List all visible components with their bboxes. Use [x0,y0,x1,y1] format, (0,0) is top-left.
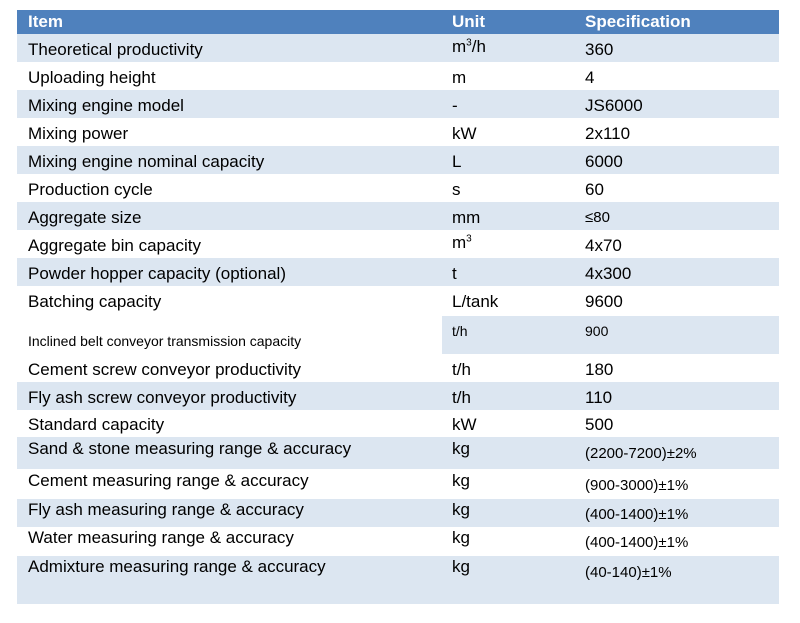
row-item: Admixture measuring range & accuracy [28,557,326,576]
row-spec: 9600 [585,292,623,311]
row-unit: m [452,68,467,87]
table-row [17,527,779,556]
unit-superscript: 3 [466,37,472,49]
row-spec: (2200-7200)±2% [585,445,697,462]
row-shading [442,316,779,354]
row-unit: t/h [452,388,471,407]
unit-superscript: 3 [466,233,472,245]
row-spec: JS6000 [585,96,643,115]
row-unit: t/h [452,323,468,339]
row-item: Powder hopper capacity (optional) [28,264,286,283]
table-row [17,410,779,437]
row-spec: 4 [585,68,595,87]
unit-base: m [452,37,467,56]
row-spec: (400-1400)±1% [585,534,689,551]
row-spec: 900 [585,323,609,339]
header-unit: Unit [452,12,486,31]
row-item: Mixing engine model [28,96,184,115]
row-spec: (40-140)±1% [585,564,672,581]
row-unit: kg [452,439,470,458]
row-spec: 6000 [585,152,623,171]
table-row [17,354,779,382]
table-row [17,437,779,469]
specification-table [17,10,779,604]
row-item: Cement screw conveyor productivity [28,360,302,379]
row-unit: - [452,96,458,115]
table-header [17,10,779,34]
row-item: Standard capacity [28,415,165,434]
row-item: Aggregate size [28,208,142,227]
row-unit: L/tank [452,292,499,311]
table-row [17,202,779,230]
row-item: Cement measuring range & accuracy [28,471,309,490]
unit-tail: /h [471,37,486,56]
row-item: Mixing power [28,124,129,143]
row-unit [452,37,486,57]
row-item: Uploading height [28,68,156,87]
table-row [17,90,779,118]
row-spec: 4x70 [585,236,622,255]
table-row [17,62,779,90]
table-row [17,146,779,174]
table-row [17,382,779,410]
row-item: Sand & stone measuring range & accuracy [28,439,352,458]
row-spec: ≤80 [585,209,610,226]
row-item: Batching capacity [28,292,162,311]
row-spec: 500 [585,415,614,434]
row-spec: 2x110 [585,124,631,143]
table-row [17,258,779,286]
row-spec: 60 [585,180,604,199]
table-row [17,556,779,604]
table-row [17,118,779,146]
row-spec: 360 [585,40,614,59]
row-item: Inclined belt conveyor transmission capacity [28,333,302,349]
row-unit: kW [452,415,477,434]
row-spec: 180 [585,360,614,379]
row-item: Theoretical productivity [28,40,203,59]
row-item: Mixing engine nominal capacity [28,152,265,171]
row-unit: mm [452,208,481,227]
row-unit: t/h [452,360,471,379]
row-spec: (400-1400)±1% [585,506,689,523]
row-item: Production cycle [28,180,153,199]
table-row [17,230,779,258]
row-item: Aggregate bin capacity [28,236,201,255]
table-row [17,499,779,527]
row-item: Water measuring range & accuracy [28,528,294,547]
table-row [17,316,779,354]
row-spec: (900-3000)±1% [585,477,689,494]
row-unit [452,233,472,253]
table-row [17,34,779,62]
row-item: Fly ash screw conveyor productivity [28,388,297,407]
row-unit: kg [452,471,470,490]
table-row [17,469,779,499]
row-unit: kg [452,500,470,519]
row-unit: kg [452,528,470,547]
row-unit: L [452,152,462,171]
table-row [17,174,779,202]
row-unit: kg [452,557,470,576]
table-row [17,286,779,316]
row-unit: t [452,264,457,283]
row-spec: 110 [585,388,613,407]
header-item: Item [28,12,63,31]
header-specification: Specification [585,12,691,31]
unit-base: m [452,233,467,252]
row-spec: 4x300 [585,264,632,283]
row-unit: s [452,180,461,199]
row-item: Fly ash measuring range & accuracy [28,500,304,519]
row-unit: kW [452,124,477,143]
